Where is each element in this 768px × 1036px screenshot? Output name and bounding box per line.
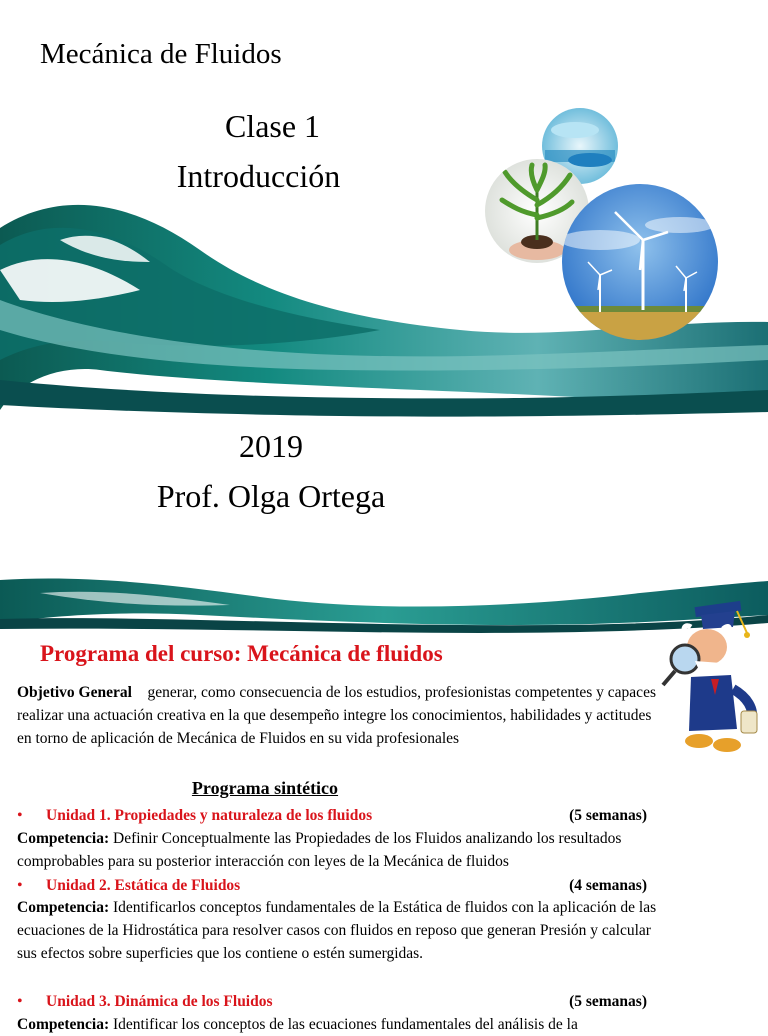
unit-competency (17, 896, 657, 966)
unit-row (17, 990, 647, 1012)
unit-label: Unidad 2. Estática de Fluidos (46, 877, 241, 894)
professor-cartoon-icon (655, 599, 765, 757)
unit-weeks: (5 semanas) (569, 807, 647, 824)
year-label: 2019 (239, 428, 303, 464)
unit-competency (17, 1013, 677, 1036)
unit-label: Unidad 3. Dinámica de los Fluidos (46, 993, 273, 1010)
objective-label: Objetivo General (17, 684, 132, 701)
unit-row (17, 804, 647, 826)
competency-label: Competencia: (17, 1016, 110, 1033)
slide-subtitle: Introducción (176, 158, 341, 194)
synthetic-program-heading: Programa sintético (191, 778, 339, 798)
slide-gap (0, 560, 768, 575)
bullet-marker: • (17, 993, 23, 1010)
wave-header-decoration (0, 575, 768, 635)
course-title: Mecánica de Fluidos (40, 38, 282, 70)
objective-text: generar, como consecuencia de los estudios, profesionistas competentes y capaces realizar una actuación creativa en la que desempeño integre los conocimientos, habilidades y actitudes en torno de aplicación de Mecánica de Fluidos en su vida profesionales (17, 684, 656, 748)
bullet-marker: • (17, 877, 23, 894)
program-title: Programa del curso: Mecánica de fluidos (40, 641, 443, 666)
unit-competency (17, 827, 657, 873)
bullet-marker: • (17, 807, 23, 824)
class-label: Clase 1 (224, 108, 321, 144)
unit-weeks: (4 semanas) (569, 877, 647, 894)
objective-paragraph (17, 681, 657, 751)
competency-text: Identificar los conceptos de las ecuaciones fundamentales del análisis de la (113, 1016, 578, 1033)
unit-label: Unidad 1. Propiedades y naturaleza de los fluidos (46, 807, 373, 824)
competency-label: Competencia: (17, 830, 110, 847)
competency-label: Competencia: (17, 899, 110, 916)
competency-text: Definir Conceptualmente las Propiedades de los Fluidos analizando los resultados comprobables para su posterior interacción con leyes de la Mecánica de fluidos (17, 830, 622, 871)
unit-row (17, 874, 647, 896)
professor-name: Prof. Olga Ortega (156, 478, 386, 514)
unit-weeks: (5 semanas) (569, 993, 647, 1010)
program-slide (0, 575, 768, 1033)
competency-text: Identificarlos conceptos fundamentales de la Estática de fluidos con la aplicación de las ecuaciones de la Hidrostática para resolver casos con fluidos en reposo que generan Presión y calcular sus efectos sobre superficies que los contiene o estén sumergidas. (17, 899, 657, 963)
